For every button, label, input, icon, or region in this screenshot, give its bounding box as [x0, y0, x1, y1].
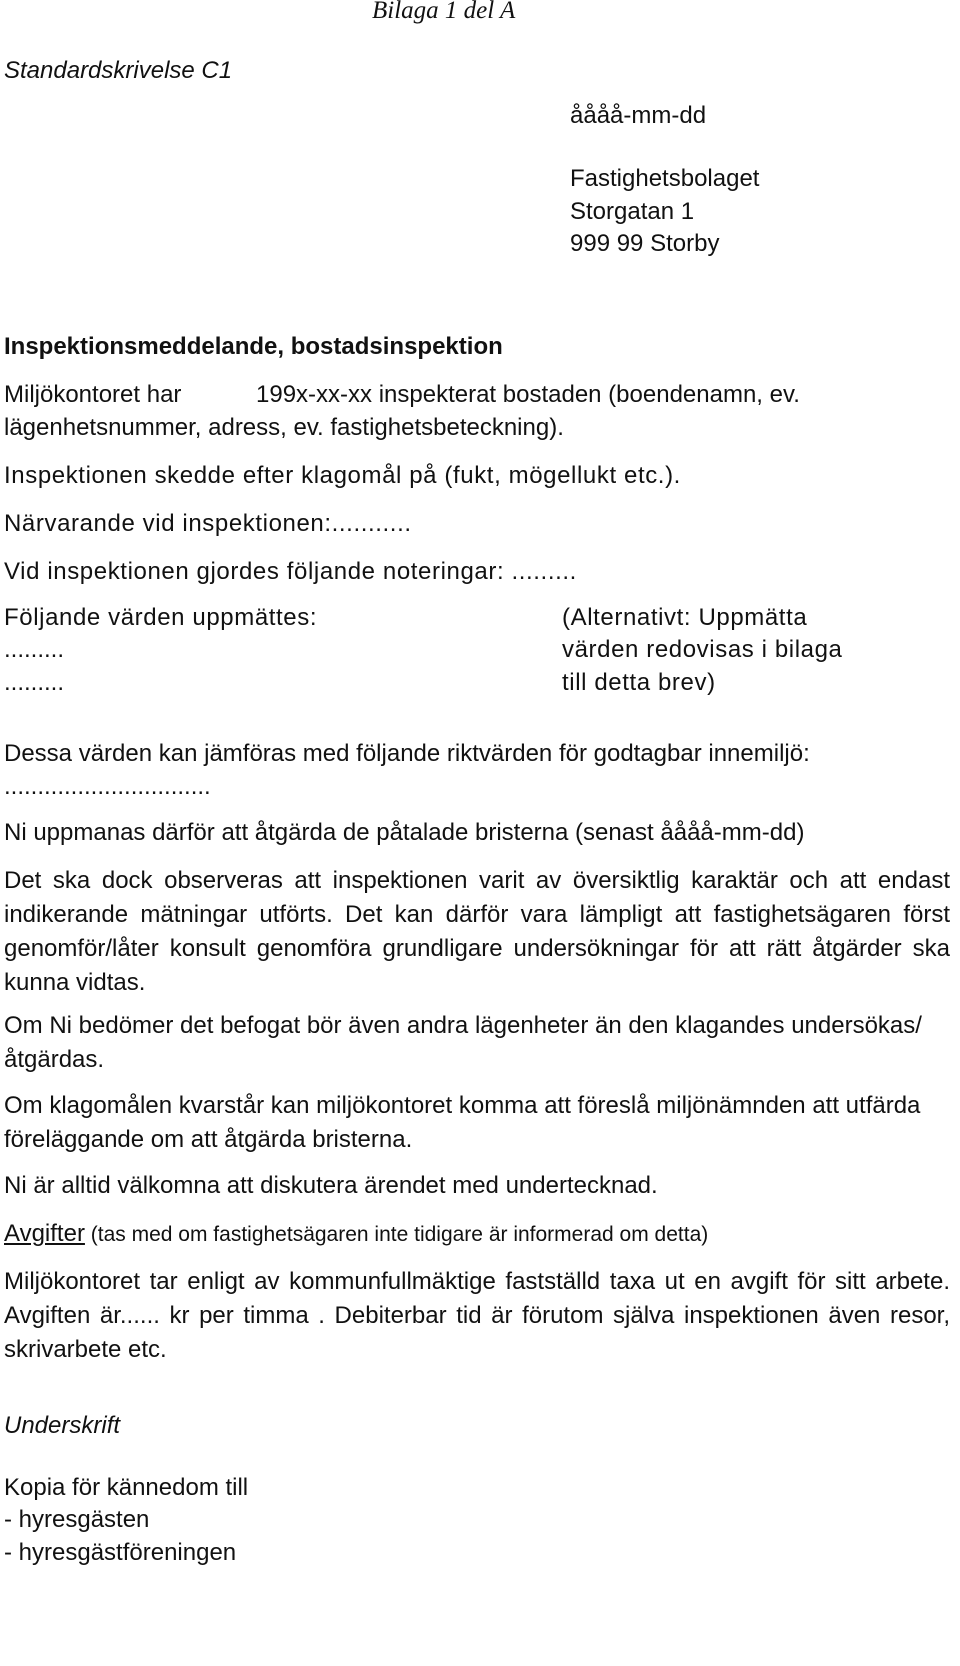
- urge-line: Ni uppmanas därför att åtgärda de påtalade bristerna (senast åååå-mm-dd): [4, 819, 805, 846]
- notes-line: Vid inspektionen gjordes följande noteringar: .........: [4, 558, 577, 585]
- recipient-street: Storgatan 1: [570, 198, 695, 225]
- intro-part1: Miljökontoret har: [4, 381, 182, 408]
- complaint-line: Inspektionen skedde efter klagomål på (fukt, mögellukt etc.).: [4, 462, 681, 489]
- fees-paragraph: Miljökontoret tar enligt av kommunfullmäktige fastställd taxa ut en avgift för sitt arbete. Avgiften är...... kr per timma . Debiterbar tid är förutom själva inspektionen även resor, skrivarbete etc.: [4, 1268, 950, 1363]
- letter-date: åååå-mm-dd: [570, 102, 707, 129]
- observe-paragraph: Det ska dock observeras att inspektionen varit av översiktlig karaktär och att endast indikerande mätningar utförts. Det kan därför vara lämpligt att fastighetsägaren först genomför/låter konsult genomföra grundligare undersökningar för att rätt åtgärder ska kunna vidtas.: [4, 867, 950, 996]
- copy-heading: Kopia för kännedom till: [4, 1474, 249, 1501]
- letter-title: Inspektionsmeddelande, bostadsinspektion: [4, 333, 503, 360]
- template-name: Standardskrivelse C1: [4, 57, 233, 84]
- copy-item-tenants-association: - hyresgästföreningen: [4, 1539, 237, 1566]
- welcome-line: Ni är alltid välkomna att diskutera ärendet med undertecknad.: [4, 1172, 658, 1199]
- signature-label: Underskrift: [4, 1412, 121, 1439]
- copy-item-tenant: - hyresgästen: [4, 1506, 150, 1533]
- fees-heading-line: [4, 1217, 708, 1252]
- fees-note: (tas med om fastighetsägaren inte tidigare är informerad om detta): [84, 1223, 709, 1246]
- measured-label: Följande värden uppmättes:: [4, 604, 318, 631]
- alternative-note-line1: (Alternativt: Uppmätta: [562, 604, 808, 631]
- alternative-note-line3: till detta brev): [562, 669, 716, 696]
- recipient-company: Fastighetsbolaget: [570, 165, 760, 192]
- alternative-note-line2: värden redovisas i bilaga: [562, 636, 843, 663]
- measured-dots-2: .........: [4, 669, 65, 696]
- measured-dots-1: .........: [4, 636, 65, 663]
- fees-heading: Avgifter: [4, 1220, 85, 1247]
- other-apartments-paragraph: Om Ni bedömer det befogat bör även andra lägenheter än den klagandes undersökas/åtgärdas.: [4, 1012, 922, 1073]
- attachment-label: Bilaga 1 del A: [372, 0, 516, 24]
- recipient-postal: 999 99 Storby: [570, 230, 720, 257]
- persist-paragraph: Om klagomålen kvarstår kan miljökontoret komma att föreslå miljönämnden att utfärda föreläggande om att åtgärda bristerna.: [4, 1092, 921, 1153]
- intro-part2: 199x-xx-xx inspekterat bostaden (boendenamn, ev.: [256, 381, 800, 408]
- present-line: Närvarande vid inspektionen:...........: [4, 510, 412, 537]
- compare-line: Dessa värden kan jämföras med följande riktvärden för godtagbar innemiljö:: [4, 740, 810, 767]
- compare-dots: ...............................: [4, 773, 211, 800]
- intro-line2: lägenhetsnummer, adress, ev. fastighetsbeteckning).: [4, 414, 564, 441]
